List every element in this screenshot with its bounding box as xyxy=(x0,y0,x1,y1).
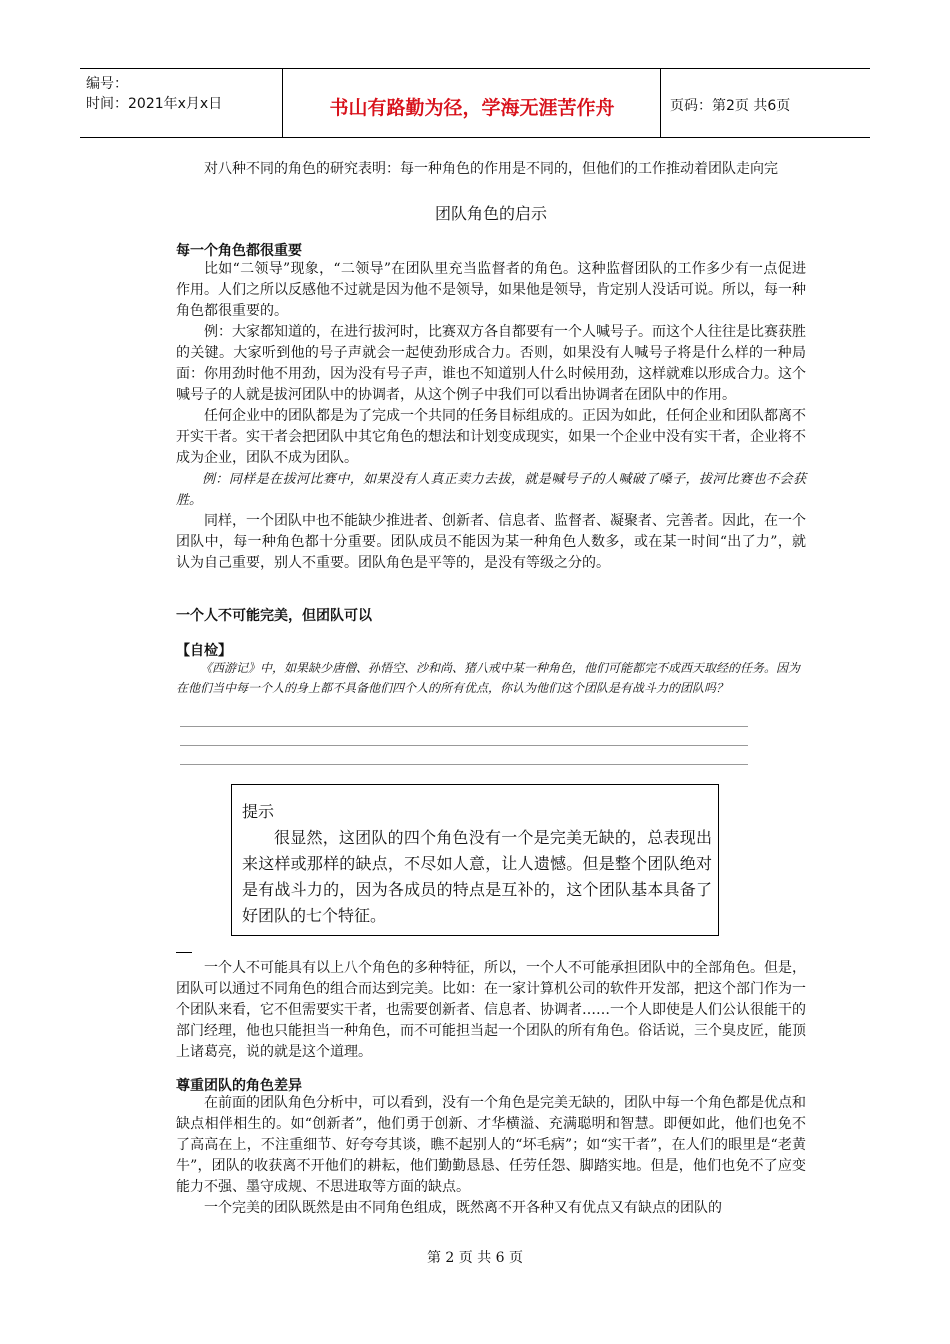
sub2-body xyxy=(176,958,806,1063)
subheading-respect-differences: 尊重团队的角色差异 xyxy=(176,1078,302,1094)
tip-text: 很显然，这团队的四个角色没有一个是完美无缺的，总表现出来这样或那样的缺点，不尽如人意，让人遗憾。但是整个团队绝对是有战斗力的，因为各成员的特点是互补的，这个团队基本具备了好团队的七个特征。 xyxy=(242,828,712,925)
page-footer: 第 2 页 共 6 页 xyxy=(426,1250,524,1266)
header-divider xyxy=(282,69,283,137)
header-divider xyxy=(660,69,661,137)
answer-line xyxy=(180,745,748,746)
paragraph-example: 例：同样是在拔河比赛中，如果没有人真正卖力去拔，就是喊号子的人喊破了嗓子，拔河比赛也不会获胜。 xyxy=(176,472,806,508)
answer-line xyxy=(180,764,748,765)
doc-date: 时间：2021年x月x日 xyxy=(86,96,223,112)
paragraph: 比如“二领导”现象，“二领导”在团队里充当监督者的角色。这种监督团队的工作多少有一点促进作用。人们之所以反感他不过就是因为他不是领导，如果他是领导，肯定别人没话可说。所以，每一种角色都很重要的。 xyxy=(176,261,806,319)
subheading-team-perfect: 一个人不可能完美，但团队可以 xyxy=(176,608,372,624)
header-page-number: 页码：第2页 共6页 xyxy=(670,98,791,114)
paragraph: 一个完美的团队既然是由不同角色组成，既然离不开各种又有优点又有缺点的团队的 xyxy=(204,1200,722,1216)
subheading-every-role: 每一个角色都很重要 xyxy=(176,243,302,259)
selfcheck-text: 《西游记》中，如果缺少唐僧、孙悟空、沙和尚、猪八戒中某一种角色，他们可能都完不成西天取经的任务。因为在他们当中每一个人的身上都不具备他们四个人的所有优点，你认为他们这个团队是有战斗力的团队吗？ xyxy=(176,661,801,695)
short-dash xyxy=(176,952,192,953)
selfcheck-label: 【自检】 xyxy=(176,643,232,659)
intro-paragraph: 对八种不同的角色的研究表明：每一种角色的作用是不同的，但他们的工作推动着团队走向完 xyxy=(204,161,778,177)
paragraph: 例：大家都知道的，在进行拔河时，比赛双方各自都要有一个人喊号子。而这个人往往是比赛获胜的关键。大家听到他的号子声就会一起使劲形成合力。否则，如果没有人喊号子将是什么样的一种局面：你用劲时他不用劲，因为没有号子声，谁也不知道别人什么时候用劲，这样就难以形成合力。这个喊号子的人就是拔河团队中的协调者，从这个例子中我们可以看出协调者在团队中的作用。 xyxy=(176,324,806,403)
section-title: 团队角色的启示 xyxy=(434,204,547,223)
page-header xyxy=(80,68,870,138)
sub3-body xyxy=(176,1093,806,1219)
paragraph: 一个人不可能具有以上八个角色的多种特征，所以，一个人不可能承担团队中的全部角色。但是，团队可以通过不同角色的组合而达到完美。比如：在一家计算机公司的软件开发部，把这个部门作为一个团队来看，它不但需要实干者，也需要创新者、信息者、协调者……一个人即使是人们公认很能干的部门经理，他也只能担当一种角色，而不可能担当起一个团队的所有角色。俗话说，三个臭皮匠，能顶上诸葛亮，说的就是这个道理。 xyxy=(176,960,806,1060)
paragraph: 在前面的团队角色分析中，可以看到，没有一个角色是完美无缺的，团队中每一个角色都是优点和缺点相伴相生的。如“创新者”，他们勇于创新、才华横溢、充满聪明和智慧。即便如此，他们也免不了高高在上，不注重细节、好夸夸其谈，瞧不起别人的“坏毛病”；如“实干者”，在人们的眼里是“老黄牛”，团队的收获离不开他们的耕耘，他们勤勤恳恳、任劳任怨、脚踏实地。但是，他们也免不了应变能力不强、墨守成规、不思进取等方面的缺点。 xyxy=(176,1095,806,1195)
intro-block xyxy=(176,159,806,180)
paragraph: 同样，一个团队中也不能缺少推进者、创新者、信息者、监督者、凝聚者、完善者。因此，在一个团队中，每一种角色都十分重要。团队成员不能因为某一种角色人数多，或在某一时间“出了力”，就认为自己重要，别人不重要。团队角色是平等的，是没有等级之分的。 xyxy=(176,513,806,571)
answer-line xyxy=(180,726,748,727)
doc-number: 编号： xyxy=(86,76,128,92)
tip-title: 提示 xyxy=(242,802,275,821)
tip-box xyxy=(231,784,719,936)
sub1-body xyxy=(176,259,806,574)
paragraph: 任何企业中的团队都是为了完成一个共同的任务目标组成的。正因为如此，任何企业和团队都离不开实干者。实干者会把团队中其它角色的想法和计划变成现实，如果一个企业中没有实干者，企业将不成为企业，团队不成为团队。 xyxy=(176,408,806,466)
header-motto: 书山有路勤为径，学海无涯苦作舟 xyxy=(329,97,615,119)
